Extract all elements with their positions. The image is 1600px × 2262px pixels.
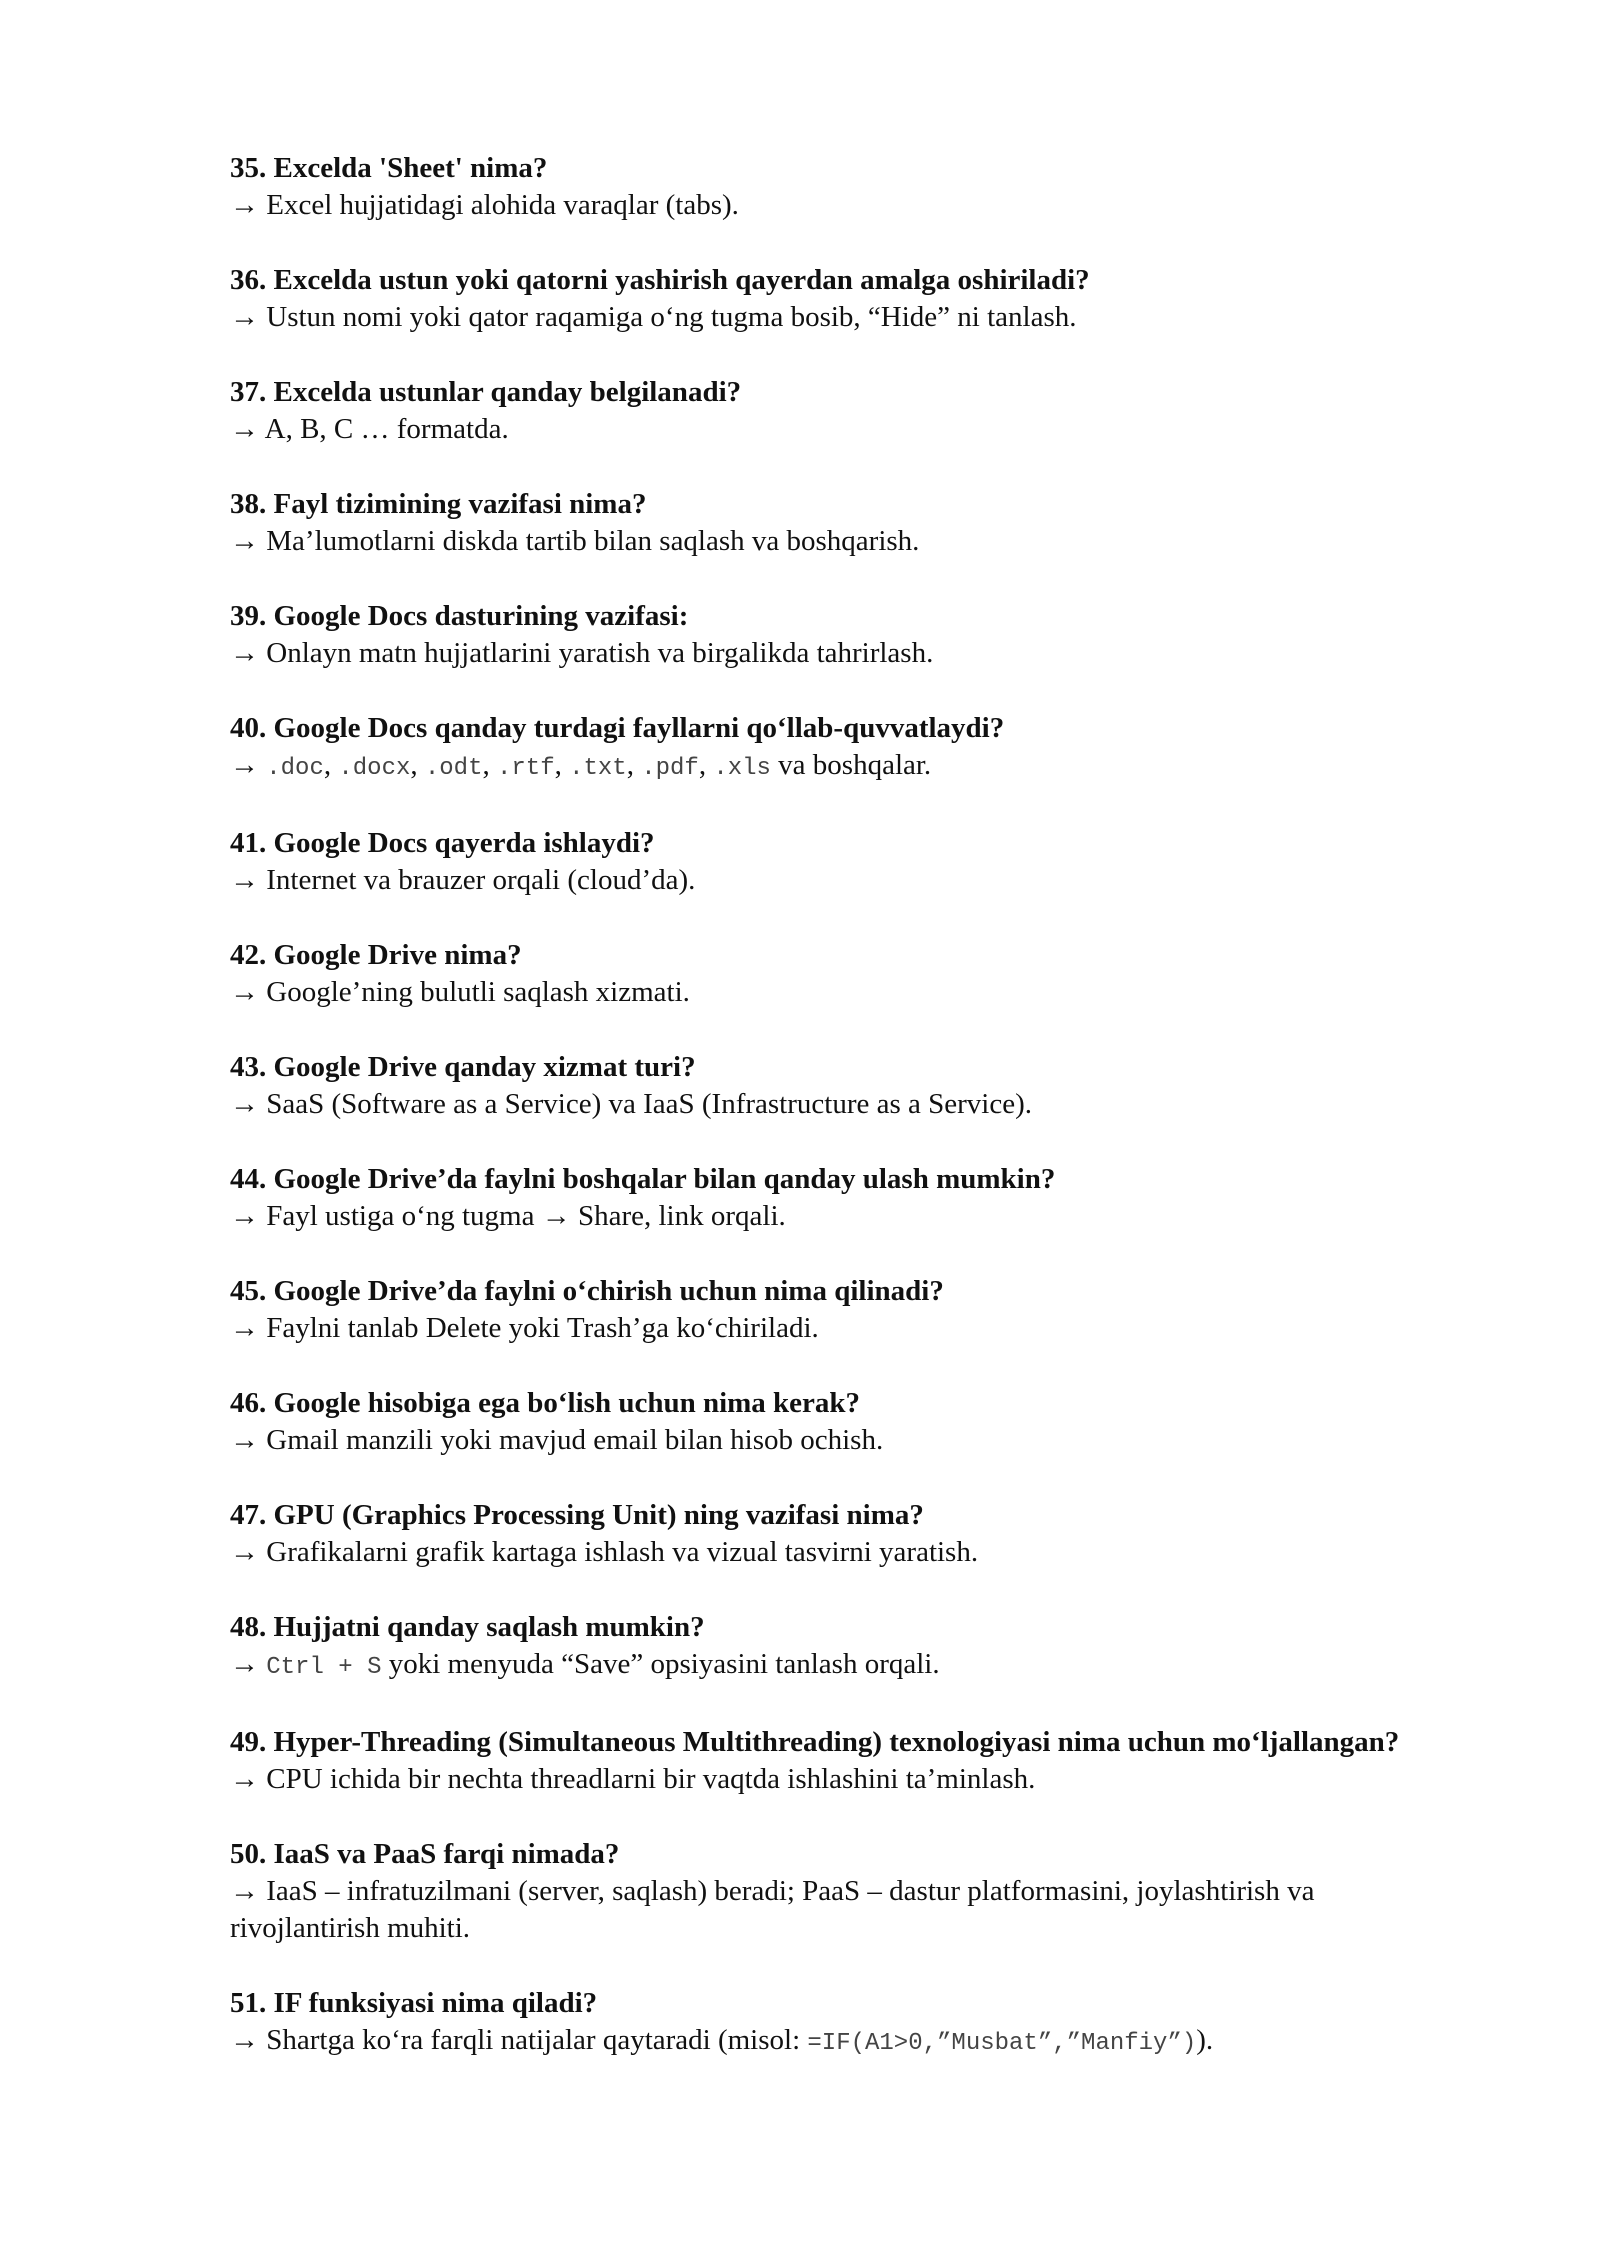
answer-segment: → Shartga ko‘ra farqli natijalar qaytaradi (misol: [230, 2024, 808, 2056]
answer-segment: ). [1196, 2024, 1214, 2056]
answer-segment: yoki menyuda “Save” opsiyasini tanlash orqali. [381, 1648, 940, 1680]
question-text: 40. Google Docs qanday turdagi fayllarni qo‘llab-quvvatlaydi? [230, 712, 1005, 744]
question-text: 44. Google Drive’da faylni boshqalar bilan qanday ulash mumkin? [230, 1163, 1056, 1195]
answer-segment: va boshqalar. [770, 749, 932, 781]
answer-text [230, 1086, 1450, 1123]
answer-text [230, 523, 1450, 560]
qa-item [230, 150, 1450, 224]
qa-item [230, 598, 1450, 672]
answer-text [230, 974, 1450, 1011]
inline-code: .doc [266, 755, 324, 782]
answer-text [230, 635, 1450, 672]
answer-segment: → [230, 1648, 267, 1680]
qa-item [230, 1049, 1450, 1123]
answer-segment: , [323, 749, 339, 781]
answer-segment: → Fayl ustiga o‘ng tugma → Share, link orqali. [230, 1200, 786, 1232]
question-text: 48. Hujjatni qanday saqlash mumkin? [230, 1611, 705, 1643]
inline-code: .pdf [641, 755, 699, 782]
answer-segment: , [482, 749, 497, 781]
question-text: 49. Hyper-Threading (Simultaneous Multithreading) texnologiyasi nima uchun mo‘ljallangan? [230, 1726, 1400, 1758]
answer-text [230, 1310, 1450, 1347]
qa-item [230, 1273, 1450, 1347]
answer-text [230, 1534, 1450, 1571]
qa-item [230, 486, 1450, 560]
qa-item [230, 1609, 1450, 1686]
qa-item [230, 1836, 1450, 1947]
qa-item [230, 1385, 1450, 1459]
inline-code: Ctrl + S [266, 1654, 382, 1681]
answer-segment: , [410, 749, 425, 781]
answer-text [230, 2022, 1450, 2062]
question-text: 36. Excelda ustun yoki qatorni yashirish qayerdan amalga oshiriladi? [230, 264, 1090, 296]
answer-text [230, 1198, 1450, 1235]
answer-segment: → Internet va brauzer orqali (cloud’da). [230, 864, 696, 896]
question-text: 47. GPU (Graphics Processing Unit) ning vazifasi nima? [230, 1499, 924, 1531]
answer-text [230, 299, 1450, 336]
question-text: 35. Excelda 'Sheet' nima? [230, 152, 548, 184]
inline-code: .odt [424, 755, 483, 782]
answer-segment: → Faylni tanlab Delete yoki Trash’ga ko‘chiriladi. [230, 1312, 819, 1344]
answer-segment: , [626, 749, 642, 781]
answer-segment: → Gmail manzili yoki mavjud email bilan hisob ochish. [230, 1424, 884, 1456]
qa-item [230, 1497, 1450, 1571]
answer-text [230, 187, 1450, 224]
inline-code: .xls [713, 755, 771, 782]
answer-segment: → SaaS (Software as a Service) va IaaS (Infrastructure as a Service). [230, 1088, 1032, 1120]
question-text: 39. Google Docs dasturining vazifasi: [230, 600, 689, 632]
qa-item [230, 710, 1450, 787]
answer-text [230, 747, 1450, 787]
answer-segment: → Grafikalarni grafik kartaga ishlash va vizual tasvirni yaratish. [230, 1536, 979, 1568]
answer-segment: → IaaS – infratuzilmani (server, saqlash) beradi; PaaS – dastur platformasini, joylashtirish va rivojlantirish muhiti. [230, 1875, 1315, 1944]
answer-segment: , [698, 749, 714, 781]
answer-text [230, 862, 1450, 899]
answer-segment: , [554, 749, 570, 781]
answer-segment: → Google’ning bulutli saqlash xizmati. [230, 976, 690, 1008]
question-text: 43. Google Drive qanday xizmat turi? [230, 1051, 696, 1083]
qa-item [230, 825, 1450, 899]
answer-text [230, 1873, 1450, 1947]
qa-item [230, 937, 1450, 1011]
answer-text [230, 1422, 1450, 1459]
qa-item [230, 1724, 1450, 1798]
document-page [230, 150, 1450, 2100]
answer-segment: → Onlayn matn hujjatlarini yaratish va birgalikda tahrirlash. [230, 637, 934, 669]
qa-item [230, 1161, 1450, 1235]
answer-segment: → [230, 749, 267, 781]
answer-segment: → CPU ichida bir nechta threadlarni bir vaqtda ishlashini ta’minlash. [230, 1763, 1036, 1795]
question-text: 46. Google hisobiga ega bo‘lish uchun nima kerak? [230, 1387, 861, 1419]
inline-code: .txt [569, 755, 627, 782]
inline-code: =IF(A1>0,”Musbat”,”Manfiy”) [807, 2030, 1197, 2057]
qa-item [230, 262, 1450, 336]
question-text: 50. IaaS va PaaS farqi nimada? [230, 1838, 620, 1870]
answer-text [230, 411, 1450, 448]
question-text: 51. IF funksiyasi nima qiladi? [230, 1987, 598, 2019]
qa-item [230, 1985, 1450, 2062]
question-text: 41. Google Docs qayerda ishlaydi? [230, 827, 655, 859]
question-text: 42. Google Drive nima? [230, 939, 522, 971]
answer-text [230, 1646, 1450, 1686]
answer-segment: → Ustun nomi yoki qator raqamiga o‘ng tugma bosib, “Hide” ni tanlash. [230, 301, 1077, 333]
inline-code: .rtf [496, 755, 555, 782]
inline-code: .docx [338, 755, 411, 782]
qa-item [230, 374, 1450, 448]
question-text: 38. Fayl tizimining vazifasi nima? [230, 488, 647, 520]
answer-segment: → Ma’lumotlarni diskda tartib bilan saqlash va boshqarish. [230, 525, 920, 557]
answer-segment: → A, B, C … formatda. [230, 413, 509, 445]
question-text: 45. Google Drive’da faylni o‘chirish uchun nima qilinadi? [230, 1275, 944, 1307]
answer-text [230, 1761, 1450, 1798]
answer-segment: → Excel hujjatidagi alohida varaqlar (tabs). [230, 189, 739, 221]
question-text: 37. Excelda ustunlar qanday belgilanadi? [230, 376, 742, 408]
